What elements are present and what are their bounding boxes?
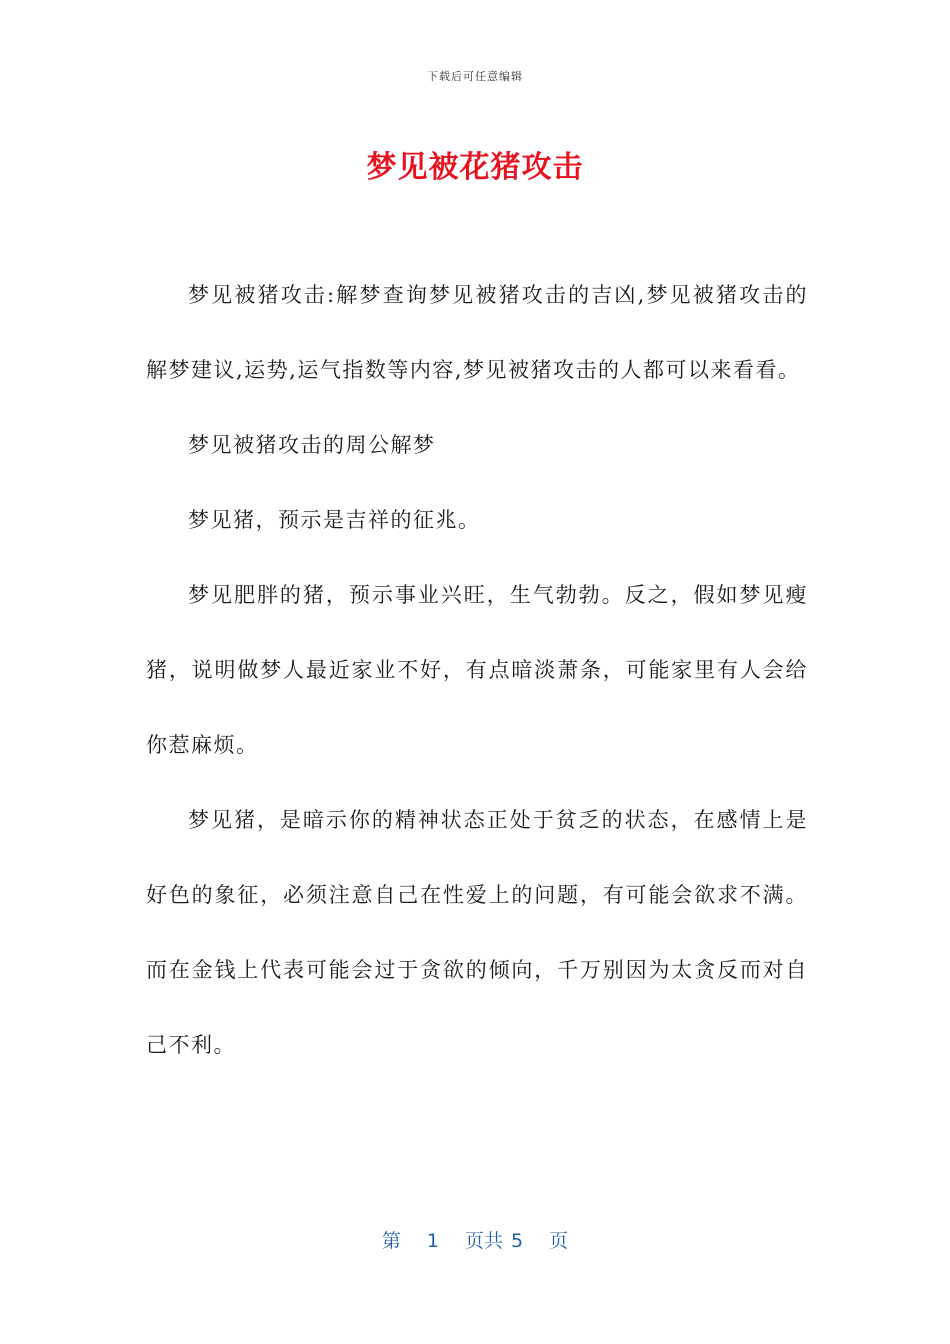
document-title: 梦见被花猪攻击 [366,150,584,185]
paragraph-spirit: 梦见猪，是暗示你的精神状态正处于贫乏的状态，在感情上是好色的象征，必须注意自己在性爱上的问题，有可能会欲求不满。而在金钱上代表可能会过于贪欲的倾向，千万别因为太贪反而对自己不利。 [146,808,808,1057]
header-note: 下载后可任意编辑 [427,70,523,83]
paragraph-heading: 梦见被猪攻击的周公解梦 [188,433,436,457]
document-body [146,258,808,1083]
paragraph-fat-pig: 梦见肥胖的猪，预示事业兴旺，生气勃勃。反之，假如梦见瘦猪，说明做梦人最近家业不好，有点暗淡萧条，可能家里有人会给你惹麻烦。 [146,583,808,757]
footer-current-page: 1 [426,1230,439,1252]
page-footer [0,1226,950,1253]
footer-total-pages: 5 [511,1230,524,1252]
paragraph-auspicious: 梦见猪，预示是吉祥的征兆。 [188,508,481,532]
footer-middle: 页共 [464,1230,503,1252]
paragraph-intro: 梦见被猪攻击:解梦查询梦见被猪攻击的吉凶,梦见被猪攻击的解梦建议,运势,运气指数等内容,梦见被猪攻击的人都可以来看看。 [146,283,808,382]
footer-prefix: 第 [381,1230,401,1252]
footer-suffix: 页 [549,1230,569,1252]
